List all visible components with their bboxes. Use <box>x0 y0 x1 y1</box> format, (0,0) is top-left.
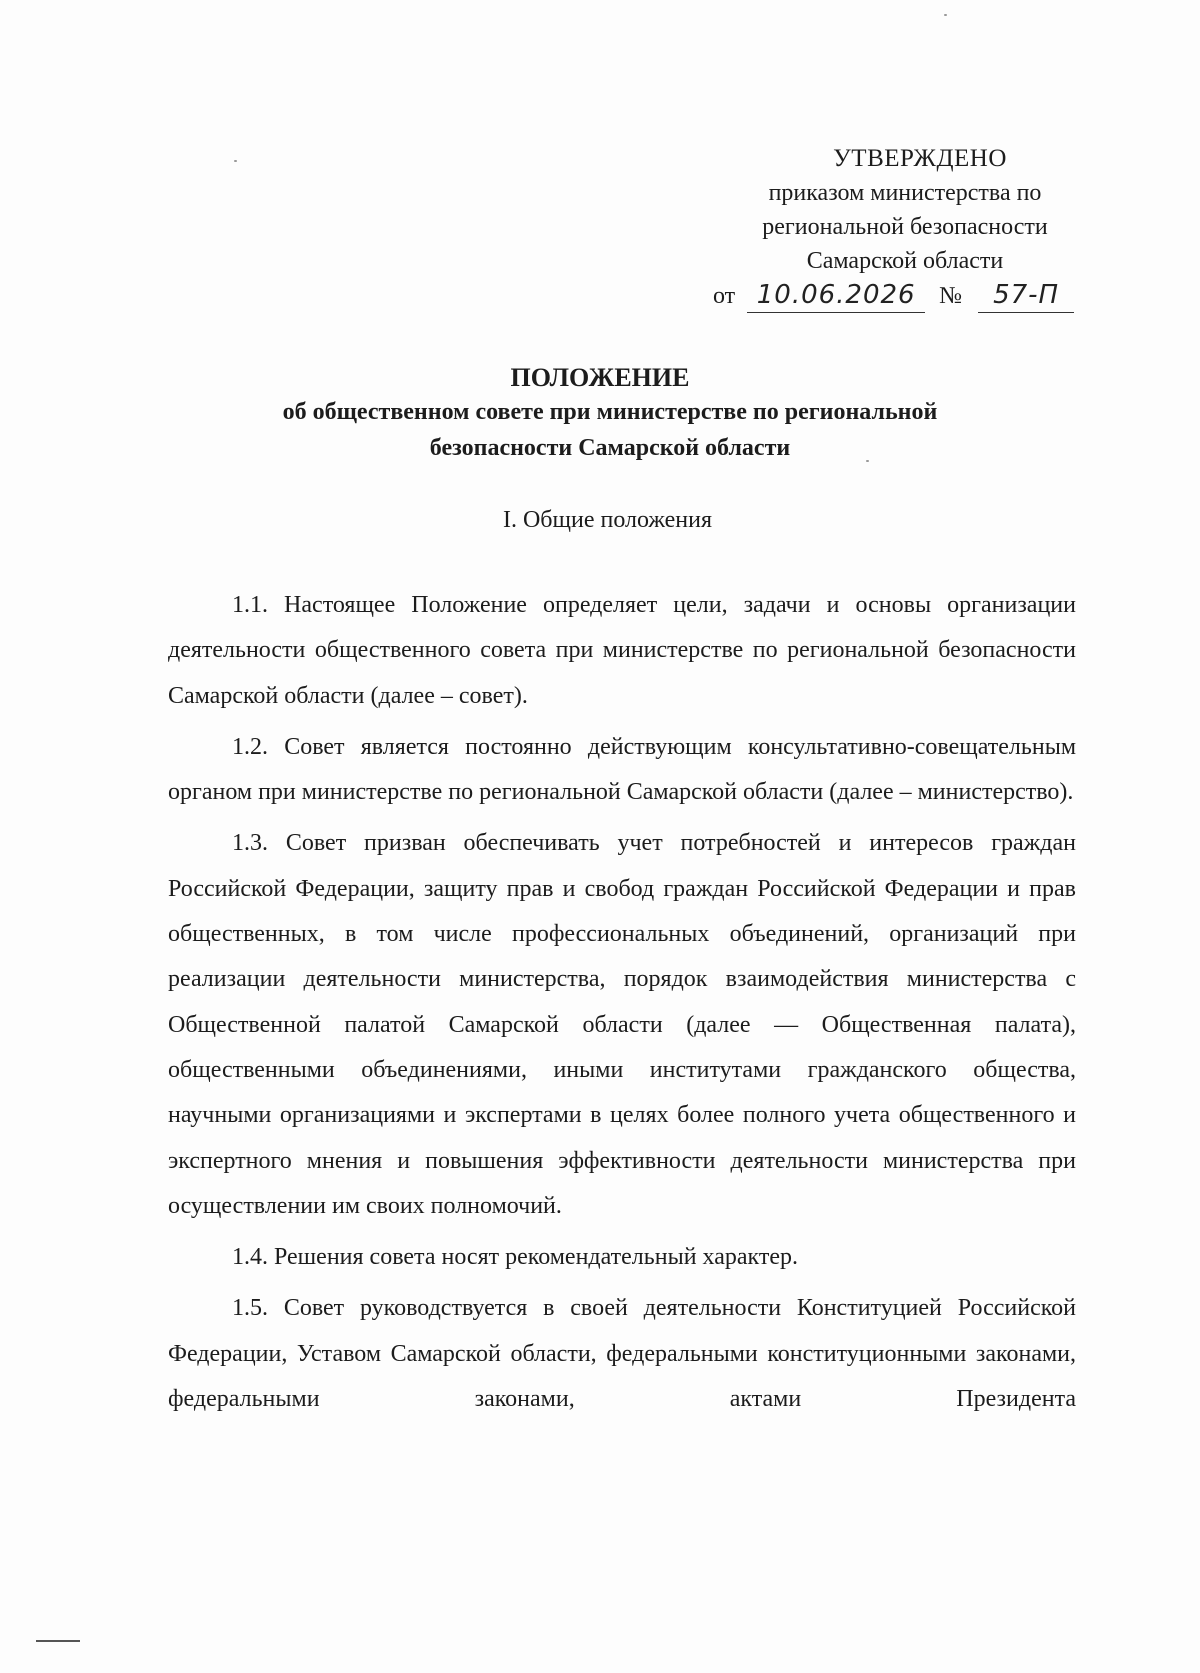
approval-stamp <box>700 142 1110 278</box>
approval-line-1: приказом министерства по <box>768 180 1042 206</box>
approval-date-line <box>713 278 1074 313</box>
document-body <box>168 583 1076 1428</box>
paragraph-1-5: 1.5. Совет руководствуется в своей деятельности Конституцией Российской Федерации, Уставом Самарской области, федеральными конституционными законами, федеральными законами, актами Президента <box>168 1295 1076 1413</box>
number-prefix: № <box>939 283 963 309</box>
scan-speck <box>866 460 869 462</box>
handwritten-date: 10.06.2026 <box>747 278 925 313</box>
paragraph-1-3: 1.3. Совет призван обеспечивать учет потребностей и интересов граждан Российской Федерации, защиту прав и свобод граждан Российской Федерации и прав общественных, в том числе профессиональных объединений, организаций при реализации деятельности министерства, порядок взаимодействия министерства с Общественной палатой Самарской области (далее — Общественная палата), общественными объединениями, иными институтами гражданского общества, научными организациями и экспертами в целях более полного учета общественного и экспертного мнения и повышения эффективности деятельности министерства при осуществлении им своих полномочий. <box>168 830 1076 1219</box>
document-title: ПОЛОЖЕНИЕ <box>510 363 690 392</box>
scan-speck <box>944 14 947 16</box>
handwritten-number: 57-П <box>978 278 1074 313</box>
approval-line-2: региональной безопасности <box>762 214 1048 240</box>
paragraph-1-2: 1.2. Совет является постоянно действующим консультативно-совещательным органом при министерстве по региональной Самарской области (далее – министерство). <box>168 733 1076 806</box>
paragraph-1-1: 1.1. Настоящее Положение определяет цели, задачи и основы организации деятельности общественного совета при министерстве по региональной безопасности Самарской области (далее – совет). <box>168 592 1076 709</box>
scan-edge-mark <box>36 1640 80 1642</box>
approval-line-3: Самарской области <box>806 248 1004 274</box>
date-prefix: от <box>713 283 736 309</box>
paragraph-1-4: 1.4. Решения совета носят рекомендательный характер. <box>232 1244 799 1271</box>
document-subtitle: об общественном совете при министерстве по региональной безопасности Самарской области <box>282 399 938 461</box>
section-title: I. Общие положения <box>502 507 713 533</box>
scan-speck <box>234 160 237 162</box>
approval-title: УТВЕРЖДЕНО <box>833 145 1007 172</box>
